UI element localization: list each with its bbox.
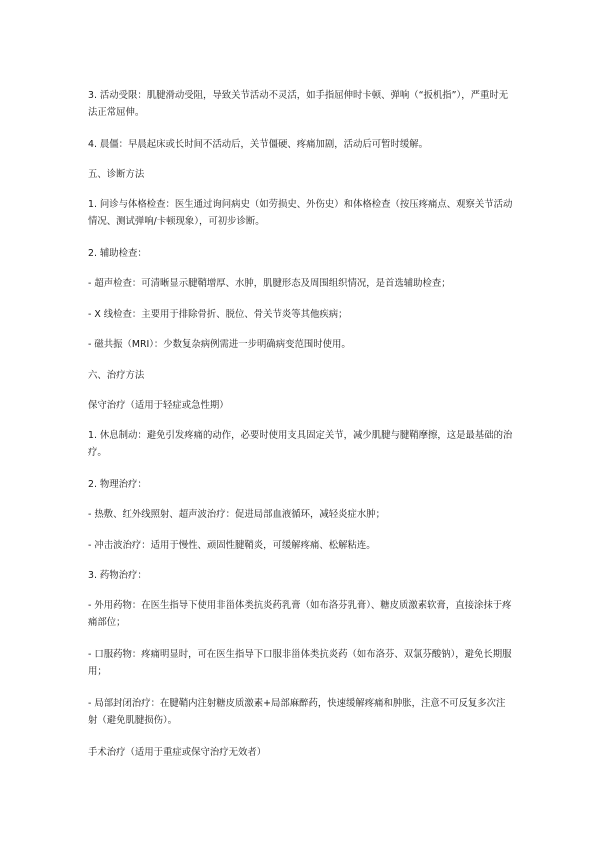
xray-item: - X 线检查：主要用于排除骨折、脱位、骨关节炎等其他疾病； [88, 309, 348, 320]
diagnosis-1-paragraph: 1. 问诊与体格检查：医生通过询问病史（如劳损史、外伤史）和体格检查（按压疼痛点、观察关节活动情况、测试弹响/卡顿现象），可初步诊断。 [88, 199, 513, 227]
conservative-treatment-title: 保守治疗（适用于轻症或急性期） [88, 400, 229, 411]
symptom-4-paragraph: 4. 晨僵：早晨起床或长时间不活动后，关节僵硬、疼痛加剧，活动后可暂时缓解。 [88, 139, 429, 150]
symptom-3-paragraph: 3. 活动受限：肌腱滑动受阻，导致关节活动不灵活，如手指屈伸时卡顿、弹响（“扳机指”），严重时无法正常屈伸。 [88, 90, 509, 118]
ultrasound-item: - 超声检查：可清晰显示腱鞘增厚、水肿，肌腱形态及周围组织情况，是首选辅助检查； [88, 278, 451, 289]
topical-drug-item: - 外用药物：在医生指导下使用非甾体类抗炎药乳膏（如布洛芬乳膏）、糖皮质激素软膏，直接涂抹于疼痛部位； [88, 600, 512, 628]
section-heading-diagnosis: 五、诊断方法 [88, 169, 145, 180]
section-heading-treatment: 六、治疗方法 [88, 370, 145, 381]
treatment-1-paragraph: 1. 休息制动：避免引发疼痛的动作，必要时使用支具固定关节，减少肌腱与腱鞘摩擦，这是最基础的治疗。 [88, 430, 513, 458]
shockwave-item: - 冲击波治疗：适用于慢性、顽固性腱鞘炎，可缓解疼痛、松解粘连。 [88, 540, 376, 551]
oral-drug-item: - 口服药物：疼痛明显时，可在医生指导下口服非甾体类抗炎药（如布洛芬、双氯芬酸钠），避免长期服用； [88, 649, 512, 677]
mri-item: - 磁共振（MRI）：少数复杂病例需进一步明确病变范围时使用。 [88, 339, 351, 350]
treatment-3-heading: 3. 药物治疗： [88, 570, 147, 581]
heat-therapy-item: - 热敷、红外线照射、超声波治疗：促进局部血液循环，减轻炎症水肿； [88, 509, 385, 520]
surgical-treatment-title: 手术治疗（适用于重症或保守治疗无效者） [88, 747, 267, 758]
treatment-2-heading: 2. 物理治疗： [88, 479, 147, 490]
diagnosis-2-heading: 2. 辅助检查： [88, 248, 147, 259]
injection-item: - 局部封闭治疗：在腱鞘内注射糖皮质激素+局部麻醉药，快速缓解疼痛和肿胀，注意不可反复多次注射（避免肌腱损伤）。 [88, 698, 506, 726]
